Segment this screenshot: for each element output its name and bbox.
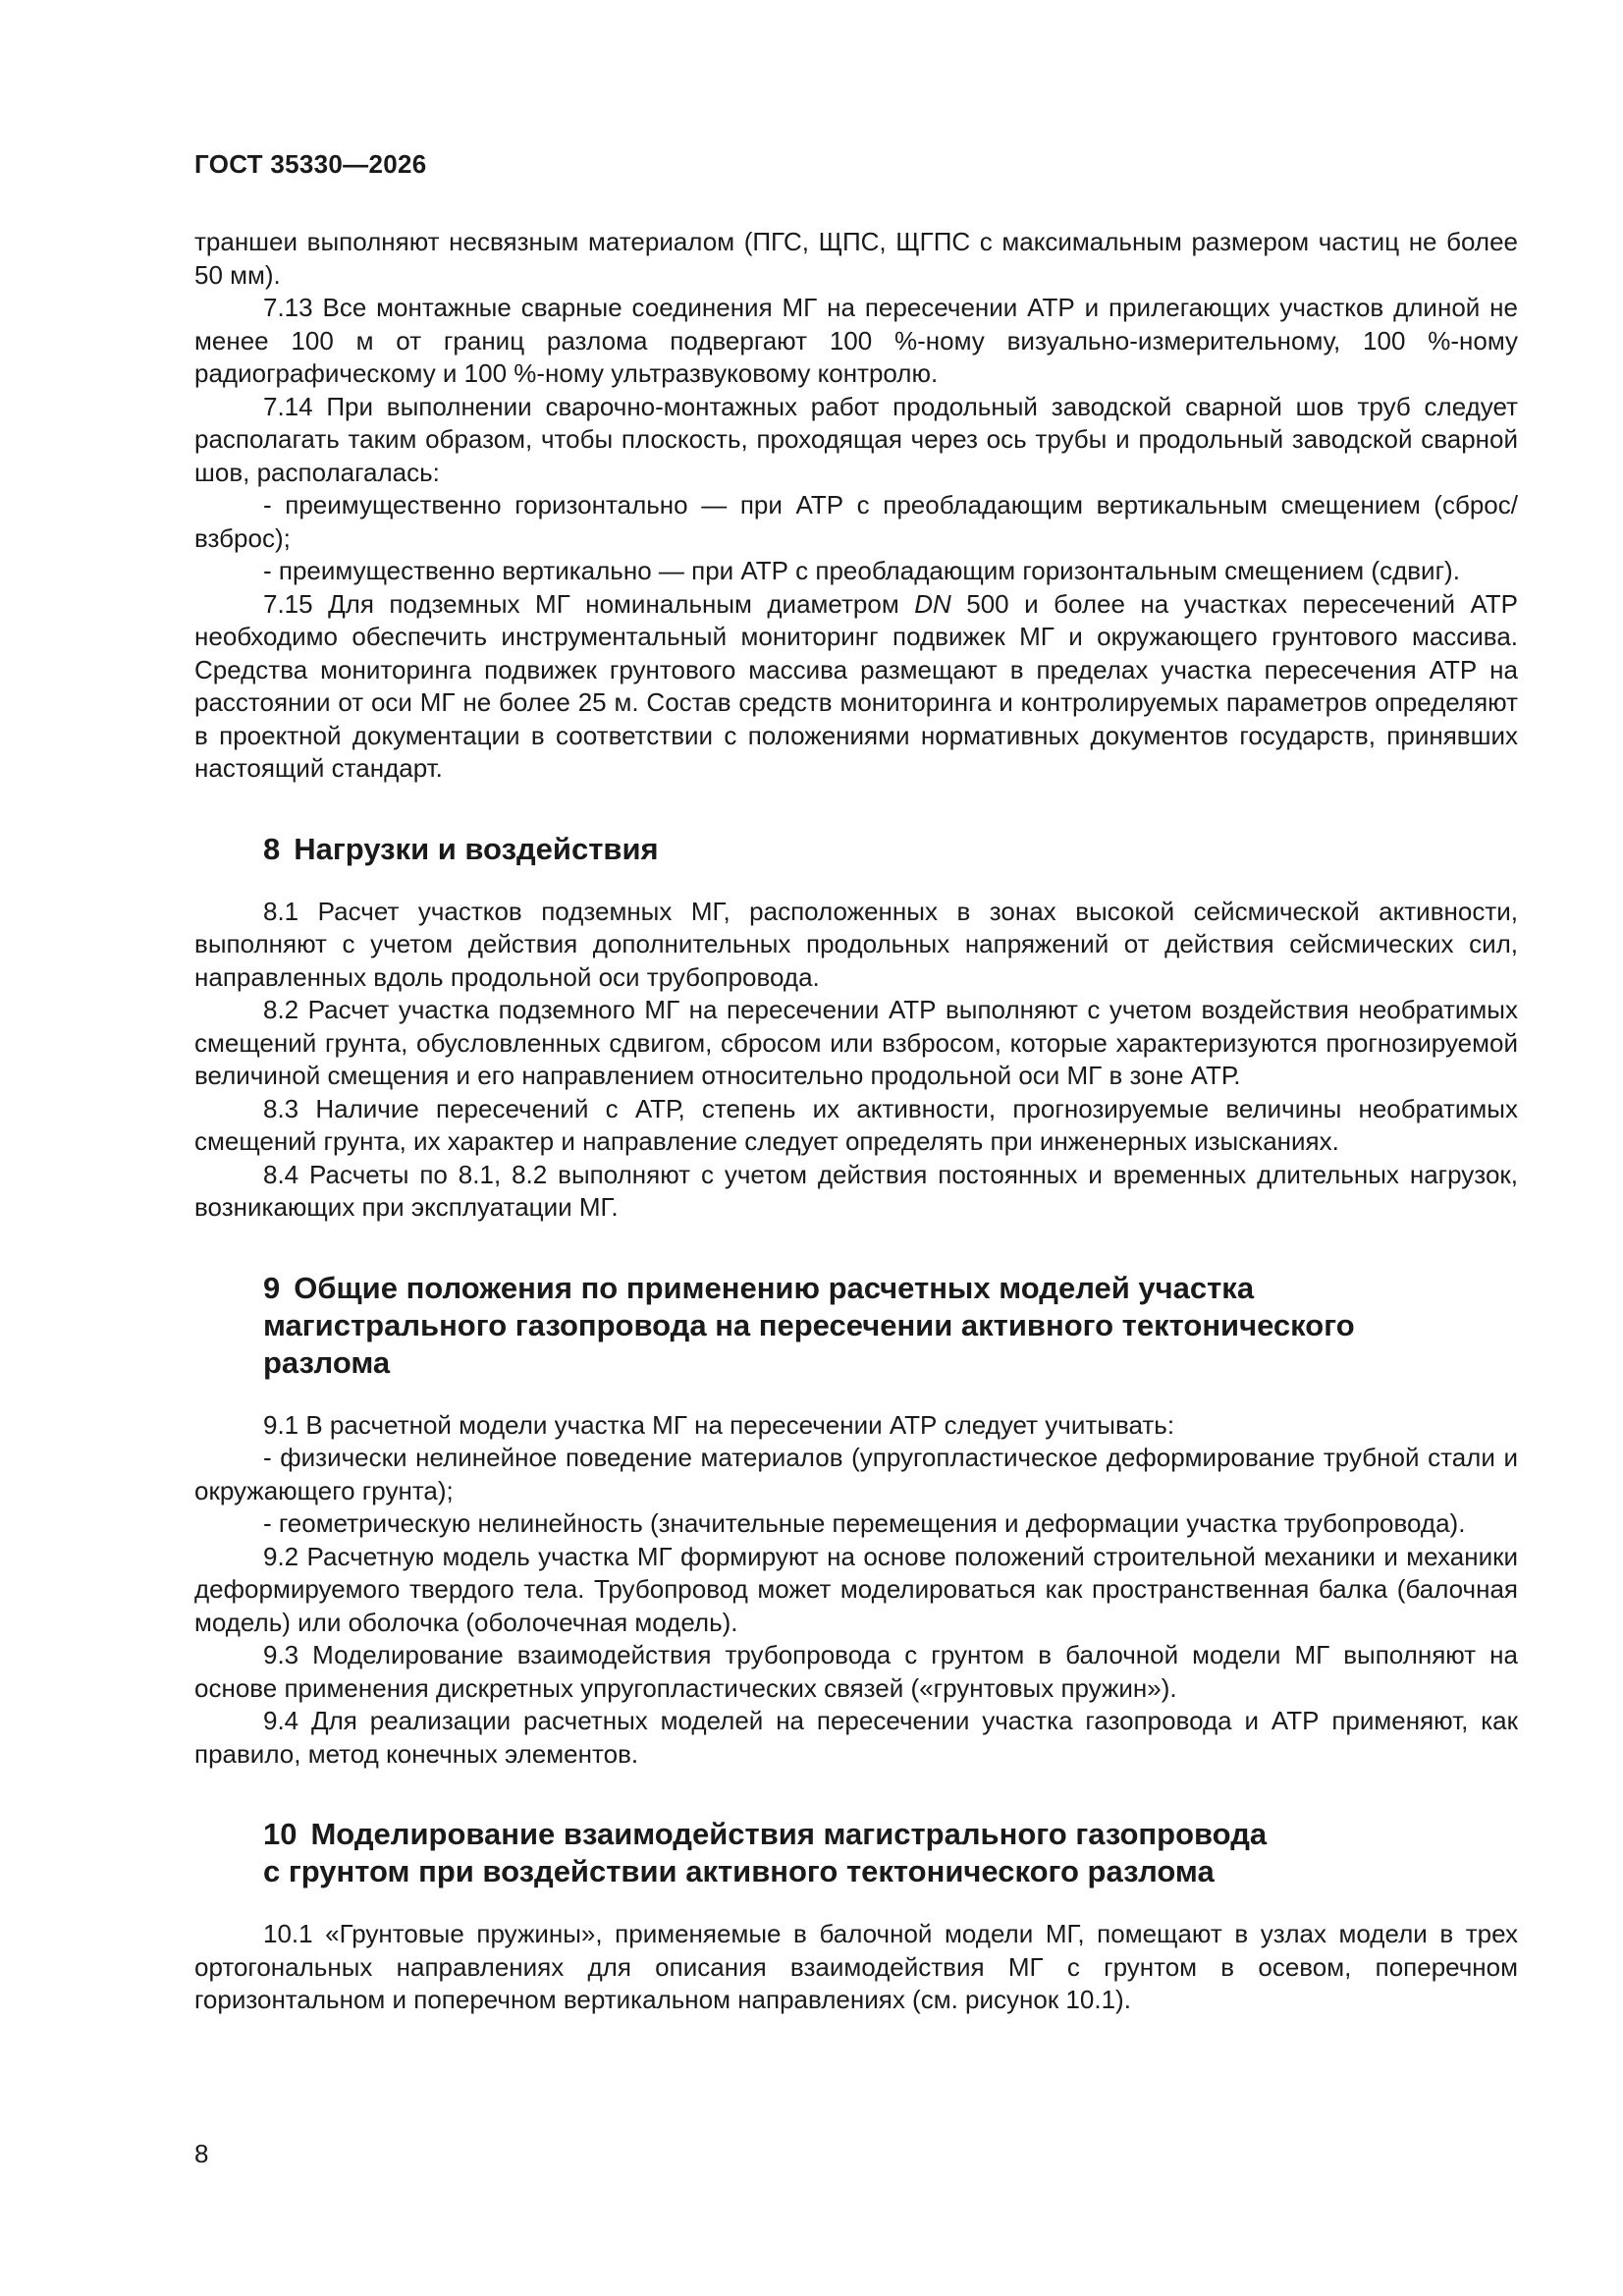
- paragraph-7-15-rest: 500 и более на участках пересечений АТР необходимо обеспечить инструментальный мониторинг подвижек МГ и окружающего грунтового массива. Средства мониторинга подвижек грунтового массива размещают в пределах участка пересечения АТР на расстоянии от оси МГ не более 25 м. Состав средств мониторинга и контролируемых параметров определяют в проектной документации в соответствии с положениями нормативных документов государств, принявших настоящий стандарт.: [194, 588, 1518, 783]
- paragraph-7-15: [194, 588, 1518, 786]
- document-body: [194, 226, 1518, 2017]
- paragraph-8-1: 8.1 Расчет участков подземных МГ, расположенных в зонах высокой сейсмической активности, выполняют с учетом действия дополнительных продольных напряжений от действия сейсмических сил, направленных вдоль продольной оси трубопровода.: [194, 896, 1518, 992]
- document-code-header: ГОСТ 35330—2026: [194, 149, 427, 179]
- paragraph-7-14: 7.14 При выполнении сварочно-монтажных работ продольный заводской сварной шов труб следует располагать таким образом, чтобы плоскость, проходящая через ось трубы и продольный заводской сварной шов, располагалась:: [194, 391, 1518, 487]
- section-title-9-line2: магистрального газопровода на пересечении активного тектонического: [263, 1307, 1355, 1342]
- paragraph-9-3: 9.3 Моделирование взаимодействия трубопровода с грунтом в балочной модели МГ выполняют на основе применения дискретных упругопластических связей («грунтовых пружин»).: [194, 1640, 1518, 1703]
- section-heading-10: [194, 1816, 1518, 1890]
- paragraph-10-1: 10.1 «Грунтовые пружины», применяемые в балочной модели МГ, помещают в узлах модели в трех ортогональных направлениях для описания взаимодействия МГ с грунтом в осевом, поперечном горизонтальном и поперечном вертикальном направлениях (см. рисунок 10.1).: [194, 1919, 1518, 2014]
- section-number-8: 8: [263, 831, 281, 866]
- list-item-9-1-physical: - физически нелинейное поведение материалов (упругопластическое деформирование трубной стали и окружающего грунта);: [194, 1443, 1518, 1505]
- paragraph-8-4: 8.4 Расчеты по 8.1, 8.2 выполняют с учетом действия постоянных и временных длительных нагрузок, возникающих при эксплуатации МГ.: [194, 1159, 1518, 1222]
- section-heading-8: [194, 831, 1518, 868]
- section-title-10-line1: Моделирование взаимодействия магистрального газопровода: [310, 1817, 1268, 1851]
- dn-italic-term: DN: [914, 588, 951, 619]
- paragraph-8-2: 8.2 Расчет участка подземного МГ на пересечении АТР выполняют с учетом воздействия необратимых смещений грунта, обусловленных сдвигом, сбросом или взбросом, которые характеризуются прогнозируемой величиной смещения и его направлением относительно продольной оси МГ в зоне АТР.: [194, 995, 1518, 1090]
- list-item-7-14-vertical: - преимущественно вертикально — при АТР с преобладающим горизонтальным смещением (сдвиг).: [263, 556, 1460, 585]
- section-title-8: Нагрузки и воздействия: [294, 831, 659, 866]
- section-heading-9: [194, 1270, 1518, 1382]
- paragraph-8-3: 8.3 Наличие пересечений с АТР, степень их активности, прогнозируемые величины необратимых смещений грунта, их характер и направление следует определять при инженерных изысканиях.: [194, 1093, 1518, 1156]
- paragraph-9-1: 9.1 В расчетной модели участка МГ на пересечении АТР следует учитывать:: [263, 1409, 1175, 1440]
- paragraph-continuation: траншеи выполняют несвязным материалом (ПГС, ЩПС, ЩГПС с максимальным размером частиц не более 50 мм).: [194, 227, 1518, 290]
- paragraph-7-15-start: 7.15 Для подземных МГ номинальным диаметром: [263, 588, 915, 619]
- list-item-7-14-horizontal: - преимущественно горизонтально — при АТР с преобладающим вертикальным смещением (сброс/взброс);: [194, 490, 1518, 553]
- paragraph-7-13: 7.13 Все монтажные сварные соединения МГ на пересечении АТР и прилегающих участков длиной не менее 100 м от границ разлома подвергают 100 %-ному визуально-измерительному, 100 %-ному радиографическому и 100 %-ному ультразвуковому контролю.: [194, 293, 1518, 388]
- section-title-9-line3: разлома: [263, 1344, 391, 1380]
- paragraph-9-4: 9.4 Для реализации расчетных моделей на пересечении участка газопровода и АТР применяют, как правило, метод конечных элементов.: [194, 1706, 1518, 1769]
- section-number-9: 9: [263, 1270, 281, 1305]
- section-number-10: 10: [263, 1817, 298, 1851]
- section-title-9-line1: Общие положения по применению расчетных моделей участка: [294, 1270, 1255, 1305]
- page-number: 8: [194, 2139, 209, 2168]
- list-item-9-1-geometric: - геометрическую нелинейность (значительные перемещения и деформации участка трубопровода).: [263, 1508, 1466, 1538]
- paragraph-9-2: 9.2 Расчетную модель участка МГ формируют на основе положений строительной механики и механики деформируемого твердого тела. Трубопровод может моделироваться как пространственная балка (балочная модель) или оболочка (оболочечная модель).: [194, 1541, 1518, 1637]
- section-title-10-line2: с грунтом при воздействии активного тектонического разлома: [263, 1854, 1215, 1888]
